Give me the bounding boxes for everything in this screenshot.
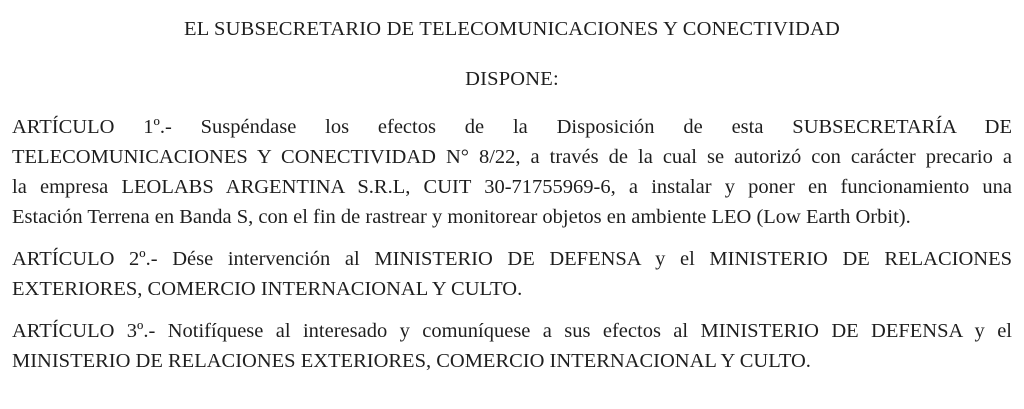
article-paragraph (12, 244, 1012, 304)
article-paragraph (12, 316, 1012, 376)
article-line: MINISTERIO DE RELACIONES EXTERIORES, COMERCIO INTERNACIONAL Y CULTO. (12, 350, 811, 372)
article-line: Estación Terrena en Banda S, con el fin de rastrear y monitorear objetos en ambiente LEO (Low Earth Orbit). (12, 206, 911, 228)
article-paragraph (12, 112, 1012, 232)
article-line: ARTÍCULO 2º.- Dése intervención al MINISTERIO DE DEFENSA y el MINISTERIO DE RELACIONES (12, 248, 1012, 270)
document-content (12, 14, 1012, 376)
article-line: TELECOMUNICACIONES Y CONECTIVIDAD N° 8/22, a través de la cual se autorizó con carácter precario a (12, 146, 1012, 168)
article-line: ARTÍCULO 1º.- Suspéndase los efectos de la Disposición de esta SUBSECRETARÍA DE (12, 116, 1012, 138)
article-line: EXTERIORES, COMERCIO INTERNACIONAL Y CULTO. (12, 278, 523, 300)
dispone-heading: DISPONE: (465, 68, 559, 90)
article-line: ARTÍCULO 3º.- Notifíquese al interesado y comuníquese a sus efectos al MINISTERIO DE DEFENSA y el (12, 320, 1012, 342)
articles (12, 112, 1012, 376)
article-line: la empresa LEOLABS ARGENTINA S.R.L, CUIT 30-71755969-6, a instalar y poner en funcionamiento una (12, 176, 1012, 198)
document-title: EL SUBSECRETARIO DE TELECOMUNICACIONES Y CONECTIVIDAD (183, 18, 841, 40)
